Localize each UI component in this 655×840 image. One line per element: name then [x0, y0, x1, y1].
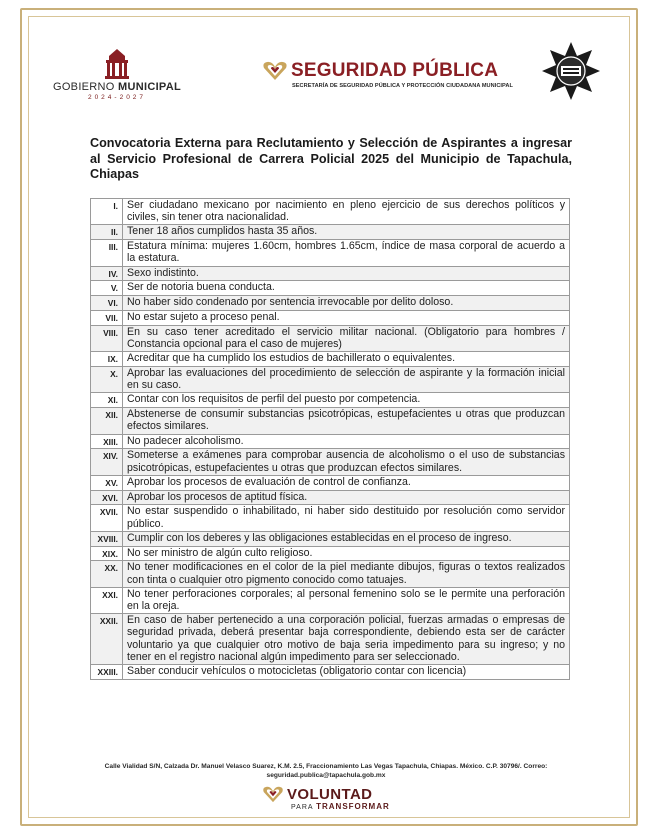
gobierno-municipal-logo — [42, 48, 192, 108]
requirement-row — [91, 352, 570, 367]
requirement-text: Saber conducir vehículos o motocicletas (obligatorio contar con licencia) — [123, 665, 570, 680]
requirement-number: XXII. — [91, 614, 123, 665]
requirement-row — [91, 561, 570, 587]
requirement-number: XI. — [91, 393, 123, 408]
requirement-text: Tener 18 años cumplidos hasta 35 años. — [123, 225, 570, 240]
gobierno-years: 2024-2027 — [87, 94, 147, 101]
seguridad-subtitle: SECRETARÍA DE SEGURIDAD PÚBLICA Y PROTECCIÓN CIUDADANA MUNICIPAL — [292, 83, 513, 89]
requirement-number: XVIII. — [91, 531, 123, 546]
requirement-row — [91, 505, 570, 531]
requirement-text: En caso de haber pertenecido a una corporación policial, fuerzas armadas o empresas de seguridad privada, deberá presentar baja correspondiente, debiendo esta ser de carácter voluntario ya que cualquier otro motivo de baja seria impedimento para su ingreso; y no tener en el registro nacional algún impedimento para ser seleccionado. — [123, 614, 570, 665]
requirement-row — [91, 325, 570, 351]
requirement-number: V. — [91, 281, 123, 296]
requirement-number: VI. — [91, 296, 123, 311]
requirement-number: VII. — [91, 311, 123, 326]
requirement-row — [91, 490, 570, 505]
seguridad-title: SEGURIDAD PÚBLICA — [291, 60, 499, 81]
requirement-row — [91, 367, 570, 393]
document-title: Convocatoria Externa para Reclutamiento y Selección de Aspirantes a ingresar al Servicio Profesional de Carrera Policial 2025 del Municipio de Tapachula, Chiapas — [90, 136, 572, 181]
requirement-number: XX. — [91, 561, 123, 587]
voluntad-logo — [262, 786, 390, 812]
requirement-text: No estar suspendido o inhabilitado, ni haber sido destituido por resolución como servidor público. — [123, 505, 570, 531]
requirement-row — [91, 434, 570, 449]
requirement-text: Aprobar las evaluaciones del procedimiento de selección de aspirante y la formación inicial en su caso. — [123, 367, 570, 393]
slogan-title: VOLUNTAD — [287, 786, 373, 803]
seguridad-publica-logo — [262, 60, 524, 96]
requirement-text: No padecer alcoholismo. — [123, 434, 570, 449]
requirement-row — [91, 587, 570, 613]
slogan-subtitle: PARA TRANSFORMAR — [291, 802, 390, 811]
palace-icon — [103, 48, 131, 80]
requirement-row — [91, 296, 570, 311]
address-text: Calle Vialidad S/N, Calzada Dr. Manuel Velasco Suarez, K.M. 2.5, Fraccionamiento Las Vegas Tapachula, Chiapas. México. C.P. 30796/. Correo: — [104, 763, 548, 770]
requirement-text: No haber sido condenado por sentencia irrevocable por delito doloso. — [123, 296, 570, 311]
requirement-row — [91, 614, 570, 665]
requirement-number: III. — [91, 240, 123, 266]
requirement-row — [91, 393, 570, 408]
requirement-text: Aprobar los procesos de aptitud física. — [123, 490, 570, 505]
requirements-table — [90, 198, 570, 680]
requirement-row — [91, 240, 570, 266]
requirement-row — [91, 199, 570, 225]
email-text: seguridad.publica@tapachula.gob.mx — [266, 772, 386, 779]
requirement-number: IV. — [91, 266, 123, 281]
requirement-number: XXIII. — [91, 665, 123, 680]
requirement-text: Ser de notoria buena conducta. — [123, 281, 570, 296]
requirement-text: Contar con los requisitos de perfil del puesto por competencia. — [123, 393, 570, 408]
requirement-number: I. — [91, 199, 123, 225]
footer-address — [66, 762, 586, 780]
requirement-number: XXI. — [91, 587, 123, 613]
police-badge-logo — [540, 40, 602, 102]
requirement-number: XIV. — [91, 449, 123, 475]
requirement-number: XV. — [91, 475, 123, 490]
requirement-row — [91, 266, 570, 281]
requirement-number: II. — [91, 225, 123, 240]
requirement-text: Someterse a exámenes para comprobar ausencia de alcoholismo o el uso de substancias psicotrópicas, estupefacientes u otras que produzcan efectos similares. — [123, 449, 570, 475]
requirement-text: No tener perforaciones corporales; al personal femenino solo se le permite una perforación en la oreja. — [123, 587, 570, 613]
requirement-row — [91, 665, 570, 680]
requirement-text: No ser ministro de algún culto religioso. — [123, 546, 570, 561]
requirement-text: Aprobar los procesos de evaluación de control de confianza. — [123, 475, 570, 490]
requirement-number: XVI. — [91, 490, 123, 505]
requirement-text: Cumplir con los deberes y las obligaciones establecidas en el proceso de ingreso. — [123, 531, 570, 546]
requirement-text: Sexo indistinto. — [123, 266, 570, 281]
gobierno-municipal-label: GOBIERNO MUNICIPAL — [52, 81, 182, 93]
requirement-row — [91, 449, 570, 475]
requirement-text: Estatura mínima: mujeres 1.60cm, hombres 1.65cm, índice de masa corporal de acuerdo a la estatura. — [123, 240, 570, 266]
requirement-row — [91, 281, 570, 296]
requirement-text: Abstenerse de consumir substancias psicotrópicas, estupefacientes u otras que produzcan efectos similares. — [123, 408, 570, 434]
requirement-number: IX. — [91, 352, 123, 367]
requirement-number: XIII. — [91, 434, 123, 449]
heart-emblem-icon — [262, 61, 288, 81]
heart-emblem-small-icon — [262, 786, 284, 803]
requirement-row — [91, 311, 570, 326]
requirement-number: XII. — [91, 408, 123, 434]
requirement-row — [91, 408, 570, 434]
requirement-number: VIII. — [91, 325, 123, 351]
requirement-number: XVII. — [91, 505, 123, 531]
police-star-icon — [540, 40, 602, 102]
requirement-row — [91, 546, 570, 561]
requirement-number: XIX. — [91, 546, 123, 561]
requirement-number: X. — [91, 367, 123, 393]
requirement-text: No estar sujeto a proceso penal. — [123, 311, 570, 326]
requirement-text: En su caso tener acreditado el servicio militar nacional. (Obligatorio para hombres / Constancia opcional para el caso de mujeres) — [123, 325, 570, 351]
requirement-text: No tener modificaciones en el color de la piel mediante dibujos, figuras o textos realizados con tinta o cualquier otro pigmento conocido como tatuajes. — [123, 561, 570, 587]
requirement-row — [91, 475, 570, 490]
requirement-text: Acreditar que ha cumplido los estudios de bachillerato o equivalentes. — [123, 352, 570, 367]
requirement-row — [91, 225, 570, 240]
requirement-text: Ser ciudadano mexicano por nacimiento en pleno ejercicio de sus derechos políticos y civiles, sin tener otra nacionalidad. — [123, 199, 570, 225]
requirement-row — [91, 531, 570, 546]
